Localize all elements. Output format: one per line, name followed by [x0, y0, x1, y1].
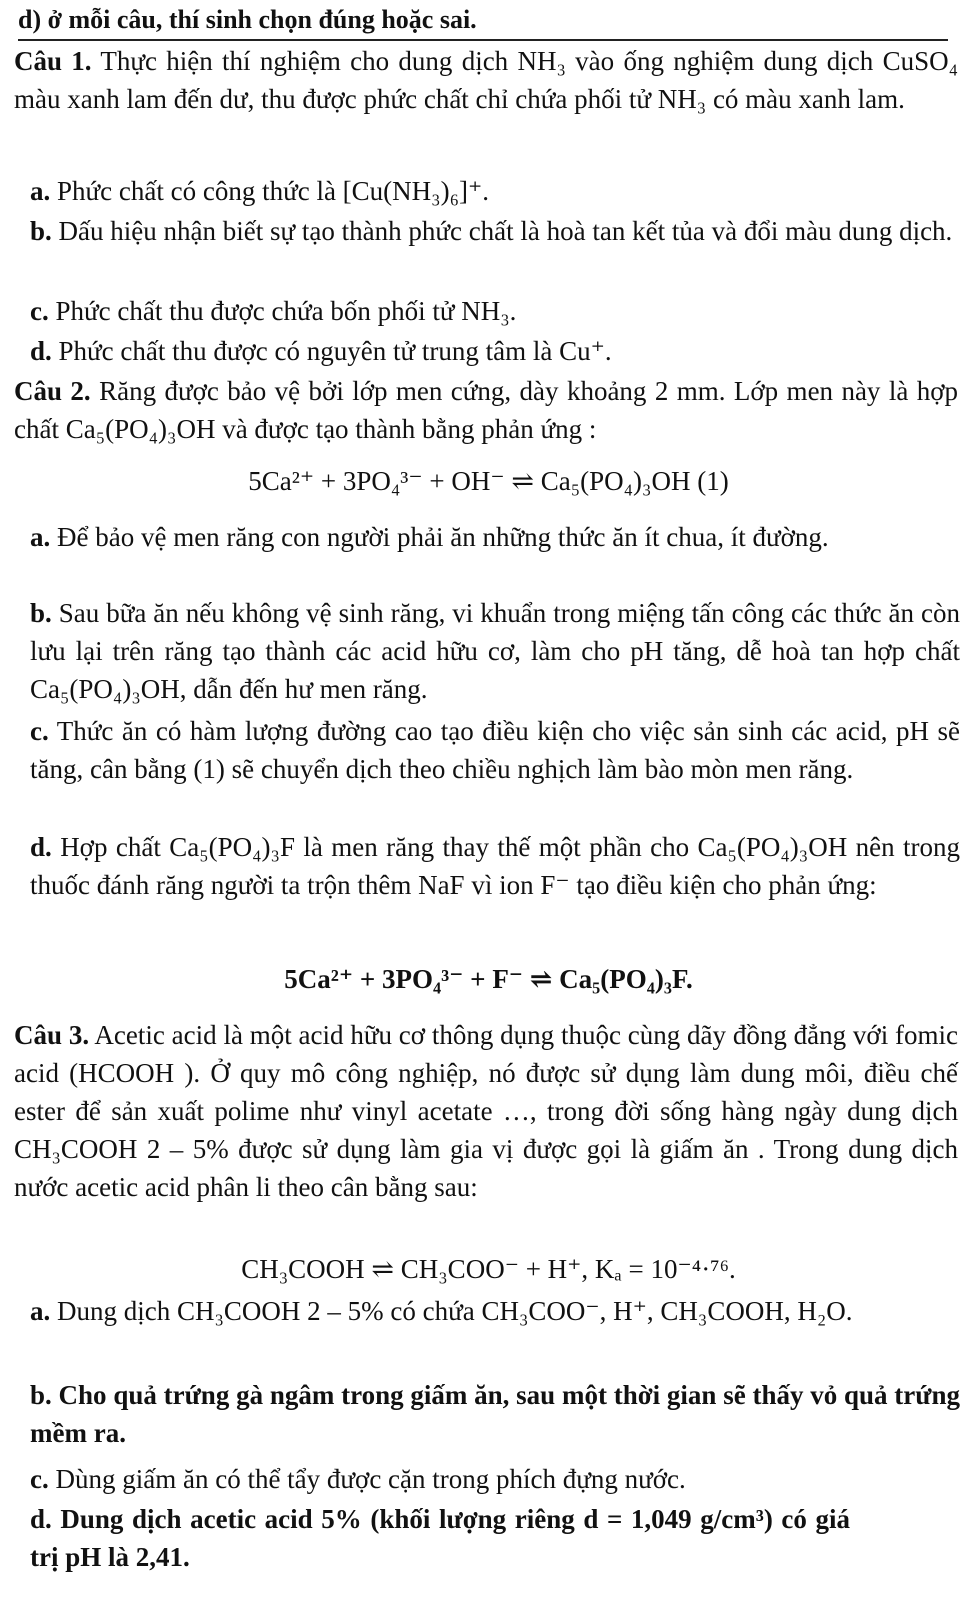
question-3-option-d	[30, 1500, 850, 1576]
option-text: Dung dịch CH₃COOH 2 – 5% có chứa CH₃COO⁻, H⁺, CH₃COOH, H₂O.	[57, 1296, 853, 1326]
option-label: d.	[30, 832, 52, 862]
option-label: d.	[30, 1504, 52, 1534]
option-text: Dung dịch acetic acid 5% (khối lượng riêng d = 1,049 g/cm³) có giá trị pH là 2,41.	[30, 1504, 851, 1572]
question-1-option-d	[30, 332, 960, 370]
option-text: Thức ăn có hàm lượng đường cao tạo điều kiện cho việc sản sinh các acid, pH sẽ tăng, cân bằng (1) sẽ chuyển dịch theo chiều nghịch làm bào mòn men răng.	[30, 716, 960, 784]
question-2-text: Răng được bảo vệ bởi lớp men cứng, dày khoảng 2 mm. Lớp men này là hợp chất Ca₅(PO₄)₃OH và được tạo thành bằng phản ứng :	[14, 376, 958, 444]
question-3-option-a	[30, 1292, 960, 1330]
option-text: Phức chất thu được có nguyên tử trung tâm là Cu⁺.	[58, 336, 612, 366]
question-3-option-c	[30, 1460, 960, 1498]
option-text: Phức chất thu được chứa bốn phối tử NH₃.	[55, 296, 517, 326]
option-label: b.	[30, 1380, 52, 1410]
question-1-option-a	[30, 172, 960, 210]
option-label: a.	[30, 176, 51, 206]
option-text: Sau bữa ăn nếu không vệ sinh răng, vi khuẩn trong miệng tấn công các thức ăn còn lưu lại trên răng tạo thành các acid hữu cơ, làm cho pH tăng, dễ hoà tan hợp chất Ca₅(PO₄)₃OH, dẫn đến hư men răng.	[30, 598, 960, 704]
option-text: Dùng giấm ăn có thể tẩy được cặn trong phích đựng nước.	[55, 1464, 686, 1494]
option-text: Cho quả trứng gà ngâm trong giấm ăn, sau một thời gian sẽ thấy vỏ quả trứng mềm ra.	[30, 1380, 960, 1448]
option-label: c.	[30, 1464, 49, 1494]
question-1-option-c	[30, 292, 960, 330]
question-2-option-d	[30, 828, 960, 904]
question-1	[14, 42, 958, 118]
equation-3: CH₃COOH ⇌ CH₃COO⁻ + H⁺, Kₐ = 10⁻⁴·⁷⁶.	[241, 1254, 736, 1284]
option-label: b.	[30, 598, 52, 628]
option-text: Hợp chất Ca₅(PO₄)₃F là men răng thay thế một phần cho Ca₅(PO₄)₃OH nên trong thuốc đánh răng người ta trộn thêm NaF vì ion F⁻ tạo điều kiện cho phản ứng:	[30, 832, 960, 900]
option-label: c.	[30, 716, 49, 746]
option-label: a.	[30, 522, 51, 552]
question-1-text: Thực hiện thí nghiệm cho dung dịch NH₃ vào ống nghiệm dung dịch CuSO₄ màu xanh lam đến dư, thu được phức chất chỉ chứa phối tử NH₃ có màu xanh lam.	[14, 46, 959, 114]
question-2-option-c	[30, 712, 960, 788]
question-2-label: Câu 2.	[14, 376, 91, 406]
question-3-text: Acetic acid là một acid hữu cơ thông dụng thuộc cùng dãy đồng đẳng với fomic acid (HCOOH ). Ở quy mô công nghiệp, nó được sử dụng làm dung môi, điều chế ester để sản xuất polime như vinyl acetate …, trong đời sống hàng ngày dung dịch CH₃COOH 2 – 5% được sử dụng làm gia vị được gọi là giấm ăn . Trong dung dịch nước acetic acid phân li theo cân bằng sau:	[14, 1020, 958, 1202]
question-3-option-b	[30, 1376, 960, 1452]
option-label: a.	[30, 1296, 51, 1326]
question-2	[14, 372, 958, 448]
question-3	[14, 1016, 958, 1206]
section-heading: d) ở mỗi câu, thí sinh chọn đúng hoặc sai.	[18, 2, 948, 41]
option-label: d.	[30, 336, 52, 366]
question-1-label: Câu 1.	[14, 46, 92, 76]
question-2-option-a	[30, 518, 960, 556]
option-text: Để bảo vệ men răng con người phải ăn những thức ăn ít chua, ít đường.	[57, 522, 829, 552]
option-label: c.	[30, 296, 49, 326]
question-3-label: Câu 3.	[14, 1020, 90, 1050]
option-text: Dấu hiệu nhận biết sự tạo thành phức chất là hoà tan kết tủa và đổi màu dung dịch.	[58, 216, 953, 246]
option-text: Phức chất có công thức là [Cu(NH₃)₆]⁺.	[57, 176, 489, 206]
question-1-option-b	[30, 212, 960, 250]
question-2-option-b	[30, 594, 960, 708]
equation-1: 5Ca²⁺ + 3PO₄³⁻ + OH⁻ ⇌ Ca₅(PO₄)₃OH (1)	[248, 466, 729, 496]
option-label: b.	[30, 216, 52, 246]
equation-2: 5Ca²⁺ + 3PO₄³⁻ + F⁻ ⇌ Ca₅(PO₄)₃F.	[284, 964, 693, 994]
